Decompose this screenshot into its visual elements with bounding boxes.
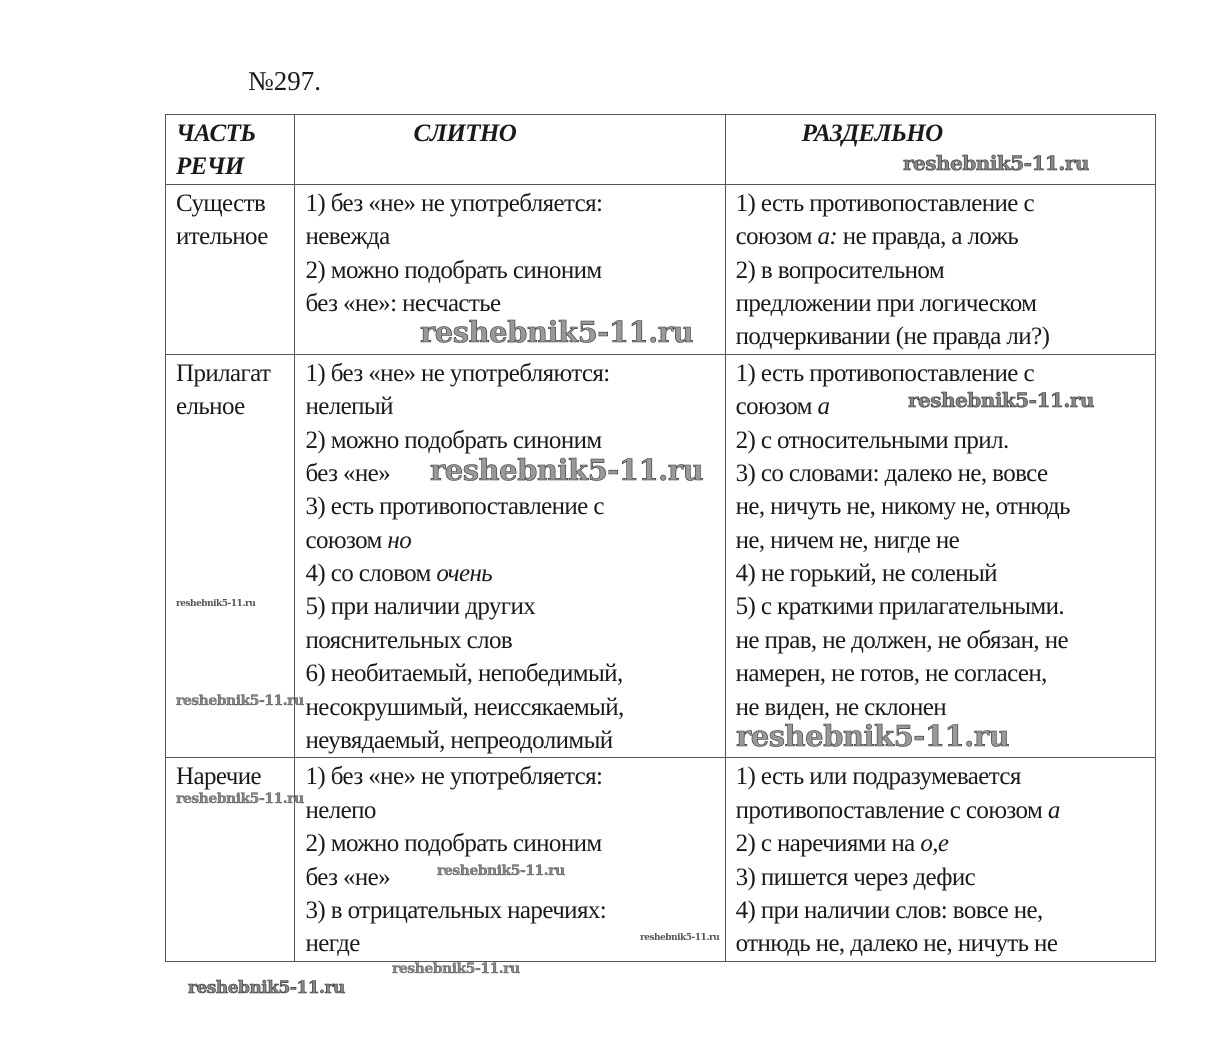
italic-term: а: (817, 223, 838, 251)
cell-line: 1) без «не» не употребляются: (305, 359, 610, 387)
header-text: СЛИТНО (413, 120, 517, 147)
cell-line: без «не»: несчастье (305, 289, 501, 317)
cell-line: 3) пишется через дефис (735, 863, 976, 891)
cell-text: 4) со словом (305, 560, 437, 588)
cell-separate (725, 184, 1155, 354)
cell-line: намерен, не готов, не согласен, (735, 660, 1047, 688)
cell-line: несокрушимый, неиссякаемый, (305, 693, 624, 721)
cell-text: не правда, а ложь (837, 223, 1019, 251)
cell-line: 3) со словами: далеко не, вовсе (735, 459, 1048, 487)
cell-line: ительное (176, 223, 268, 251)
cell-line: 1) есть противопоставление с (735, 189, 1034, 217)
header-line: РЕЧИ (176, 153, 244, 181)
cell-separate (725, 758, 1155, 961)
cell-line: 1) без «не» не употребляется: (305, 189, 603, 217)
cell-text: союзом (305, 526, 388, 554)
cell-line: 2) можно подобрать синоним (305, 256, 602, 284)
watermark: reshebnik5-11.ru (437, 863, 565, 879)
italic-term: а (1047, 796, 1060, 824)
cell-line: Прилагат (176, 359, 271, 387)
cell-line: нелепо (305, 796, 376, 824)
table-row (166, 354, 1156, 758)
cell-line: пояснительных слов (305, 626, 513, 654)
cell-line: 4) не горький, не соленый (735, 560, 997, 588)
cell-line: 6) необитаемый, непобедимый, (305, 660, 623, 688)
watermark: reshebnik5-11.ru (420, 315, 694, 349)
cell-line: 2) в вопросительном (735, 256, 945, 284)
cell-part (166, 758, 295, 961)
watermark: reshebnik5-11.ru (176, 791, 304, 807)
cell-line: невежда (305, 223, 390, 251)
italic-term: очень (436, 560, 493, 588)
cell-line (736, 827, 1145, 860)
cell-line: предложении при логическом (735, 289, 1037, 317)
cell-line: 5) с краткими прилагательными. (735, 593, 1065, 621)
header-together (295, 115, 725, 185)
cell-line (736, 220, 1145, 253)
header-part-of-speech (166, 115, 295, 185)
cell-line: не виден, не склонен (735, 693, 947, 721)
cell-line: ельное (176, 393, 245, 421)
cell-line: 2) можно подобрать синоним (305, 830, 602, 858)
cell-part (166, 184, 295, 354)
italic-term: о,е (920, 830, 949, 858)
watermark: reshebnik5-11.ru (903, 151, 1089, 175)
watermark: reshebnik5-11.ru (430, 453, 704, 487)
cell-text: 2) с наречиями на (735, 830, 921, 858)
cell-separate (725, 354, 1155, 758)
cell-line (305, 557, 714, 590)
cell-line: не прав, не должен, не обязан, не (735, 626, 1068, 654)
cell-line: без «не» (305, 863, 391, 891)
cell-line: 1) есть или подразумевается (735, 763, 1021, 791)
cell-line (305, 524, 714, 557)
cell-line: неувядаемый, непреодолимый (305, 727, 613, 755)
cell-line: не, ничуть не, никому не, отнюдь (735, 493, 1070, 521)
spelling-rules-table (165, 114, 1156, 962)
cell-line: 2) можно подобрать синоним (305, 426, 602, 454)
cell-text: союзом (735, 223, 818, 251)
table-row (166, 758, 1156, 961)
watermark: reshebnik5-11.ru (640, 933, 720, 943)
watermark: reshebnik5-11.ru (176, 599, 256, 609)
italic-term: но (387, 526, 412, 554)
watermark: reshebnik5-11.ru (736, 719, 1010, 753)
cell-line: 3) есть противопоставление с (305, 493, 604, 521)
watermark: reshebnik5-11.ru (176, 693, 304, 709)
cell-line: без «не» (305, 459, 391, 487)
cell-together (295, 758, 725, 961)
cell-line: 4) при наличии слов: вовсе не, (735, 896, 1043, 924)
watermark: reshebnik5-11.ru (908, 388, 1094, 412)
header-text: РАЗДЕЛЬНО (801, 120, 943, 147)
cell-line: 1) есть противопоставление с (735, 359, 1034, 387)
cell-line: 3) в отрицательных наречиях: (305, 896, 607, 924)
cell-line (736, 794, 1145, 827)
cell-line: 5) при наличии других (305, 593, 536, 621)
cell-line: Наречие (176, 763, 261, 791)
cell-line: не, ничем не, нигде не (735, 526, 960, 554)
watermark: reshebnik5-11.ru (392, 961, 520, 977)
cell-together (295, 354, 725, 758)
cell-line: 1) без «не» не употребляется: (305, 763, 603, 791)
cell-line: нелепый (305, 393, 393, 421)
cell-line: отнюдь не, далеко не, ничуть не (735, 930, 1058, 958)
watermark: reshebnik5-11.ru (188, 978, 345, 998)
cell-line: 2) с относительными прил. (735, 426, 1009, 454)
cell-line: негде (305, 930, 360, 958)
cell-line: Существ (176, 189, 266, 217)
header-line: ЧАСТЬ (176, 120, 256, 147)
italic-term: а (817, 393, 830, 421)
cell-line: подчеркивании (не правда ли?) (735, 323, 1050, 351)
cell-text: союзом (735, 393, 818, 421)
exercise-number: №297. (248, 66, 322, 96)
cell-text: противопоставление с союзом (735, 796, 1048, 824)
